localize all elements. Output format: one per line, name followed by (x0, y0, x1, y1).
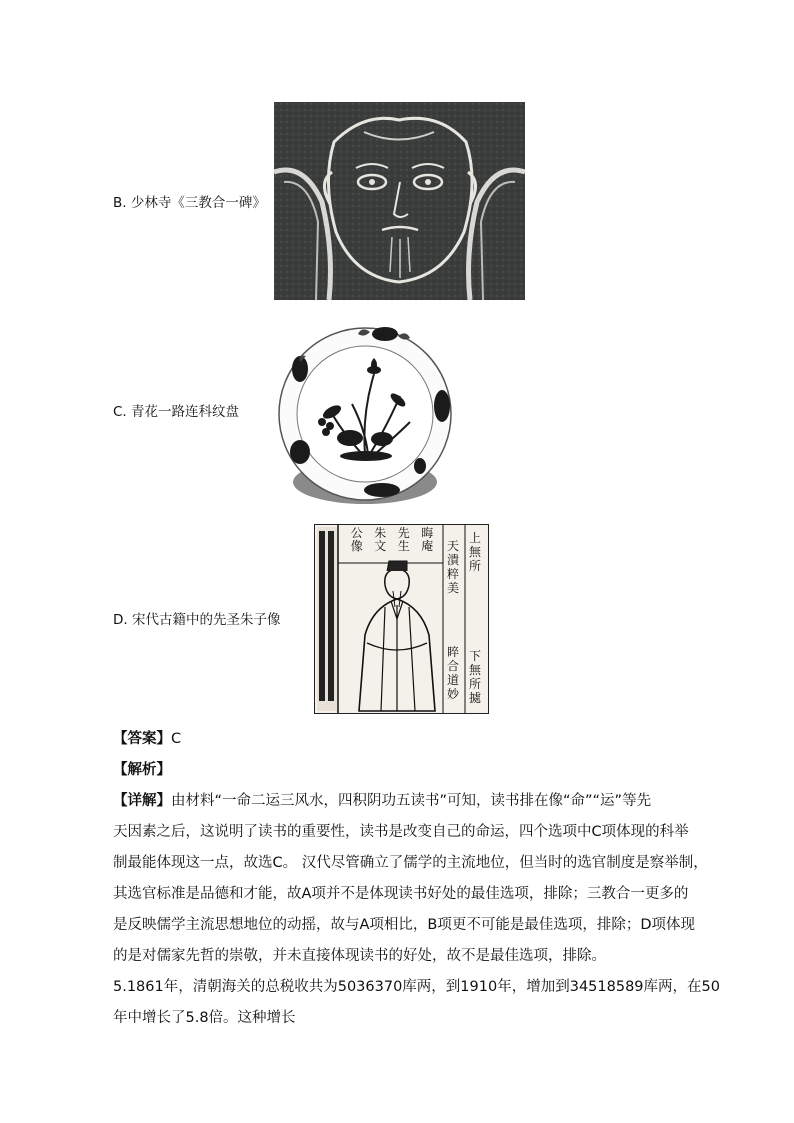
caption-char: 文 (374, 539, 387, 553)
detail-line-1 (113, 789, 651, 810)
detail-line-5: 是反映儒学主流思想地位的动摇，故与A项相比，B项更不可能是最佳选项，排除；D项体现 (113, 917, 696, 933)
stone-rubbing-image (274, 102, 525, 300)
right-column-1: 上無所 (469, 531, 482, 573)
stone-rubbing-icon (274, 102, 525, 300)
question5-line-2: 年中增长了5.8倍。这种增长 (113, 1010, 296, 1026)
right-column-2: 天潰粹美 (447, 539, 460, 595)
right-column-4: 下無所㨿 (469, 649, 482, 705)
detail-tag: 【详解】 (113, 793, 171, 809)
caption-char: 像 (350, 539, 363, 553)
answer-line (113, 727, 181, 748)
caption-char: 晦 (421, 526, 434, 540)
right-column-3: 睟合道妙 (447, 645, 460, 701)
detail-text: 由材料“一命二运三风水，四积阴功五读书”可知，读书排在像“命”“运”等先 (171, 793, 652, 809)
detail-line-6: 的是对儒家先哲的崇敬，并未直接体现读书的好处，故不是最佳选项，排除。 (113, 948, 606, 964)
option-d-label: D. 宋代古籍中的先圣朱子像 (113, 612, 281, 628)
porcelain-plate-icon (270, 314, 460, 510)
caption-char: 公 (350, 526, 363, 540)
zhuzi-portrait-image (314, 524, 489, 714)
question5-line-1: 5.1861年，清朝海关的总税收共为5036370库两，到1910年，增加到34518589库两，在50 (113, 979, 720, 995)
caption-char: 庵 (421, 539, 434, 553)
detail-line-2: 天因素之后，这说明了读书的重要性，读书是改变自己的命运，四个选项中C项体现的科举 (113, 824, 689, 840)
caption-char: 生 (397, 539, 410, 553)
answer-value: C (171, 731, 182, 747)
caption-char: 先 (397, 526, 410, 540)
answer-tag: 【答案】 (113, 731, 171, 747)
caption-char: 朱 (374, 526, 387, 540)
option-c-label: C. 青花一路连科纹盘 (113, 404, 240, 420)
zhuzi-portrait-icon (315, 525, 488, 713)
detail-line-3: 制最能体现这一点，故选C。 汉代尽管确立了儒学的主流地位，但当时的选官制度是察举制， (113, 855, 708, 871)
option-b-label: B. 少林寺《三教合一碑》 (113, 195, 266, 211)
porcelain-plate-image (270, 314, 460, 510)
detail-line-4: 其选官标准是品德和才能，故A项并不是体现读书好处的最佳选项，排除；三教合一更多的 (113, 886, 689, 902)
analysis-tag: 【解析】 (113, 762, 171, 778)
